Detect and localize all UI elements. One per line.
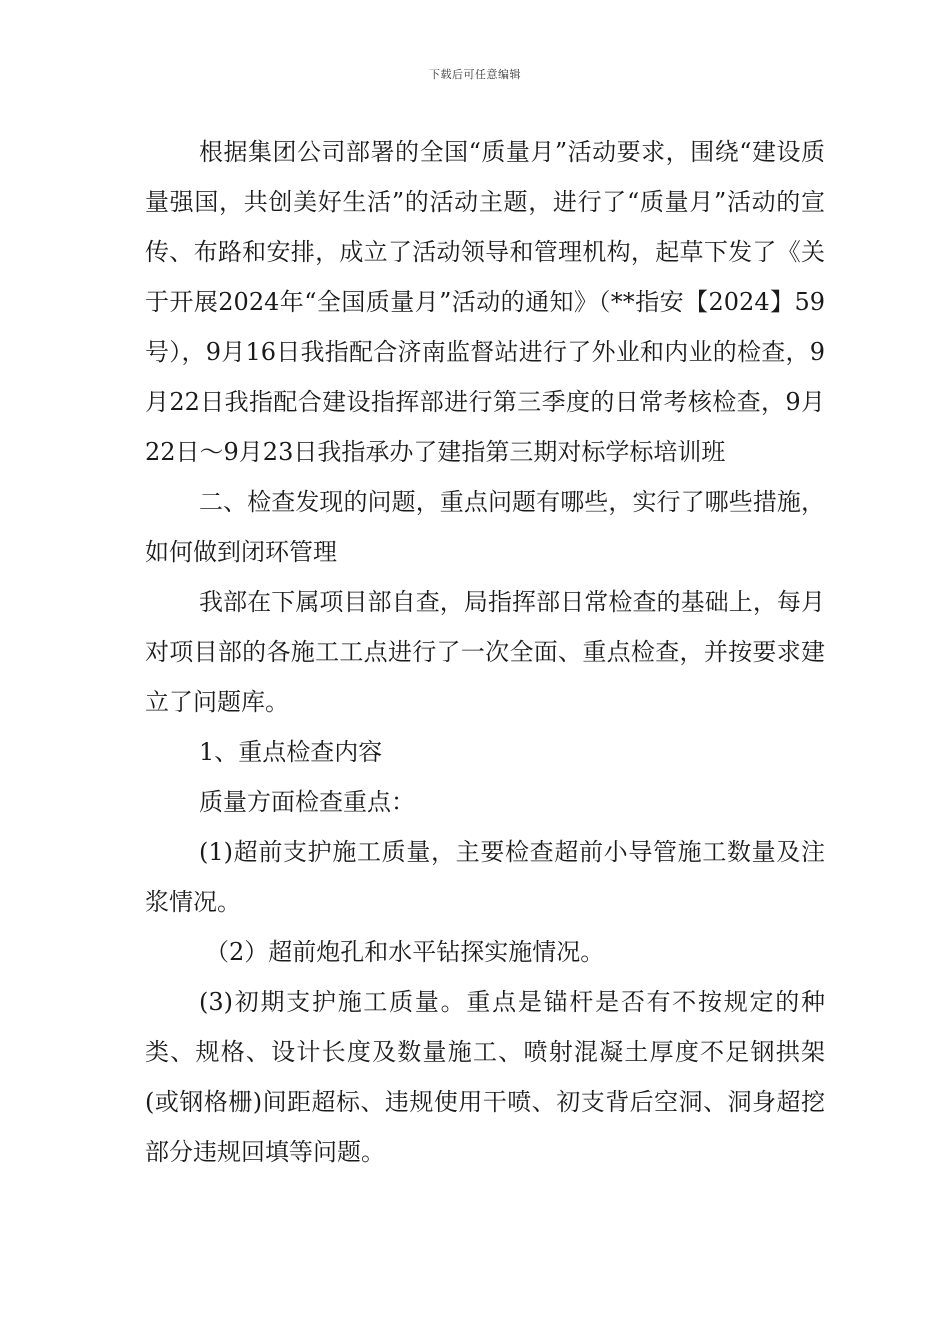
subheading-quality-focus: 质量方面检查重点：: [199, 788, 415, 816]
list-item-initial-support: (3)初期支护施工质量。重点是锚杆是否有不按规定的种类、规格、设计长度及数量施工、喷射混凝土厚度不足钢拱架(或钢格栅)间距超标、违规使用干喷、初支背后空洞、洞身超挖部分违规回填等问题。: [145, 988, 825, 1166]
list-item-advance-support: (1)超前支护施工质量，主要检查超前小导管施工数量及注浆情况。: [145, 838, 825, 916]
page-header: 下载后可任意编辑: [429, 68, 521, 81]
paragraph-inspection-overview: 我部在下属项目部自查，局指挥部日常检查的基础上，每月对项目部的各施工工点进行了一次全面、重点检查，并按要求建立了问题库。: [145, 588, 825, 716]
paragraph-quality-month-activities: 根据集团公司部署的全国“质量月”活动要求，围绕“建设质量强国，共创美好生活”的活动主题，进行了“质量月”活动的宣传、布路和安排，成立了活动领导和管理机构，起草下发了《关于开展2024年“全国质量月”活动的通知》（**指安【2024】59号），9月16日我指配合济南监督站进行了外业和内业的检查，9月22日我指配合建设指挥部进行第三季度的日常考核检查，9月22日～9月23日我指承办了建指第三期对标学标培训班: [145, 138, 825, 466]
subheading-key-inspection-content: 1、重点检查内容: [199, 738, 383, 766]
section-heading-problems: 二、检查发现的问题，重点问题有哪些，实行了哪些措施，如何做到闭环管理: [145, 488, 825, 566]
document-body: [145, 127, 825, 1177]
list-item-advance-drilling: （2）超前炮孔和水平钻探实施情况。: [205, 938, 605, 966]
